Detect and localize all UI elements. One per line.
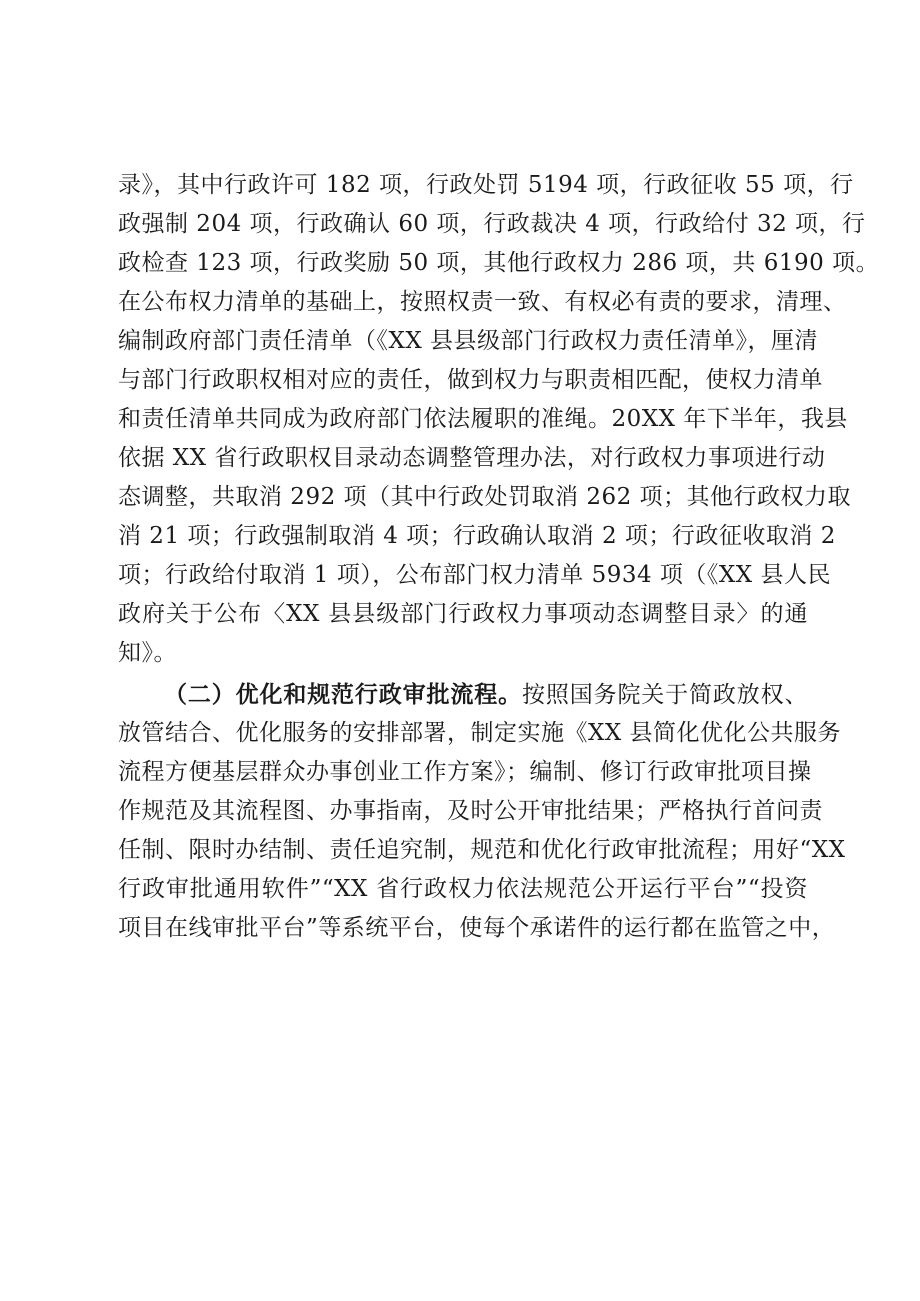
paragraph-power-list <box>118 166 880 673</box>
text-line: 与部门行政职权相对应的责任，做到权力与职责相匹配，使权力清单 <box>118 367 823 393</box>
text-line: 和责任清单共同成为政府部门依法履职的准绳。20XX 年下半年，我县 <box>118 406 848 432</box>
text-line: 依据 XX 省行政职权目录动态调整管理办法，对行政权力事项进行动 <box>118 445 826 471</box>
paragraph-approval-process <box>118 675 846 948</box>
text-line: 项目在线审批平台”等系统平台，使每个承诺件的运行都在监管之中， <box>118 915 836 941</box>
text-line: 行政审批通用软件”“XX 省行政权力依法规范公开运行平台”“投资 <box>118 876 808 902</box>
text-line: 知》。 <box>118 640 177 666</box>
text-line: 作规范及其流程图、办事指南，及时公开审批结果；严格执行首问责 <box>118 798 823 824</box>
document-page <box>118 166 880 948</box>
text-line-first <box>118 675 808 714</box>
text-line: 任制、限时办结制、责任追究制，规范和优化行政审批流程；用好“XX <box>118 837 846 863</box>
text-line: 项；行政给付取消 1 项），公布部门权力清单 5934 项（《XX 县人民 <box>118 562 831 588</box>
text-line: 编制政府部门责任清单（《XX 县县级部门行政权力责任清单》，厘清 <box>118 328 819 354</box>
section-heading: （二）优化和规范行政审批流程。 <box>164 681 522 708</box>
text-line: 政检查 123 项，行政奖励 50 项，其他行政权力 286 项，共 6190 项。 <box>118 250 880 276</box>
text-line: 录》，其中行政许可 182 项，行政处罚 5194 项，行政征收 55 项，行 <box>118 172 854 198</box>
text-line: 流程方便基层群众办事创业工作方案》；编制、修订行政审批项目操 <box>118 759 812 785</box>
text-line: 政府关于公布〈XX 县县级部门行政权力事项动态调整目录〉的通 <box>118 601 808 627</box>
text-line: 在公布权力清单的基础上，按照权责一致、有权必有责的要求，清理、 <box>118 289 847 315</box>
text-line: 消 21 项；行政强制取消 4 项；行政确认取消 2 项；行政征收取消 2 <box>118 523 836 549</box>
text-run: 按照国务院关于简政放权、 <box>521 682 809 708</box>
text-line: 放管结合、优化服务的安排部署，制定实施《XX 县简化优化公共服务 <box>118 720 842 746</box>
text-line: 态调整，共取消 292 项（其中行政处罚取消 262 项；其他行政权力取 <box>118 484 852 510</box>
text-line: 政强制 204 项，行政确认 60 项，行政裁决 4 项，行政给付 32 项，行 <box>118 211 866 237</box>
